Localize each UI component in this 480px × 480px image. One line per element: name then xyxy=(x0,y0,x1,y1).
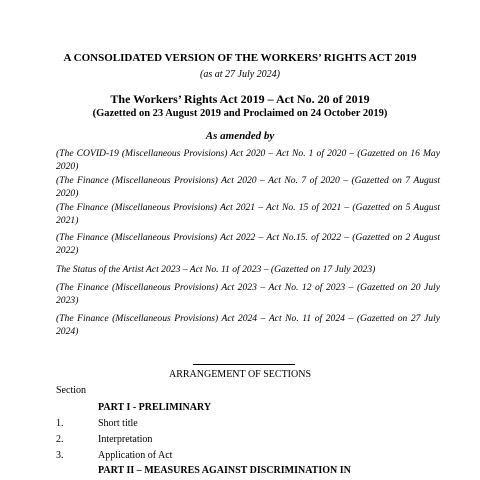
amended-by-heading: As amended by xyxy=(205,130,275,142)
amendment-item: (The Finance (Miscellaneous Provisions) Act 2024 – Act No. 11 of 2024 – (Gazetted on 27 July 2024) xyxy=(56,313,440,337)
section-number: 1. xyxy=(56,418,64,429)
document-title: A CONSOLIDATED VERSION OF THE WORKERS’ RIGHTS ACT 2019 xyxy=(63,52,417,64)
amendment-item: (The Finance (Miscellaneous Provisions) Act 2023 – Act No. 12 of 2023 – (Gazetted on 20 July 2023) xyxy=(56,282,440,306)
amendment-item: (The COVID-19 (Miscellaneous Provisions) Act 2020 – Act No. 1 of 2020 – (Gazetted on 16 May 2020) xyxy=(56,148,440,172)
amendment-item: (The Finance (Miscellaneous Provisions) Act 2020 – Act No. 7 of 2020 – (Gazetted on 7 August 2020) xyxy=(56,175,440,199)
amendment-item: (The Finance (Miscellaneous Provisions) Act 2022 – Act No.15. of 2022 – (Gazetted on 2 August 2022) xyxy=(56,232,440,256)
amendment-item: (The Finance (Miscellaneous Provisions) Act 2021 – Act No. 15 of 2021 – (Gazetted on 5 August 2021) xyxy=(56,202,440,226)
section-divider xyxy=(193,364,295,365)
amendment-item: The Status of the Artist Act 2023 – Act No. 11 of 2023 – (Gazetted on 17 July 2023) xyxy=(56,264,376,275)
arrangement-heading: ARRANGEMENT OF SECTIONS xyxy=(168,369,312,380)
section-column-label: Section xyxy=(56,385,86,396)
section-title: Short title xyxy=(98,418,138,429)
gazette-line: (Gazetted on 23 August 2019 and Proclaimed on 24 October 2019) xyxy=(92,108,388,119)
section-number: 2. xyxy=(56,434,64,445)
section-title: Application of Act xyxy=(98,450,173,461)
part-heading: PART I - PRELIMINARY xyxy=(98,402,212,413)
section-title: Interpretation xyxy=(98,434,153,445)
as-at-date: (as at 27 July 2024) xyxy=(200,69,280,80)
act-title: The Workers’ Rights Act 2019 – Act No. 20 of 2019 xyxy=(110,92,370,106)
section-number: 3. xyxy=(56,450,64,461)
part-heading: PART II – MEASURES AGAINST DISCRIMINATION IN xyxy=(98,465,351,476)
